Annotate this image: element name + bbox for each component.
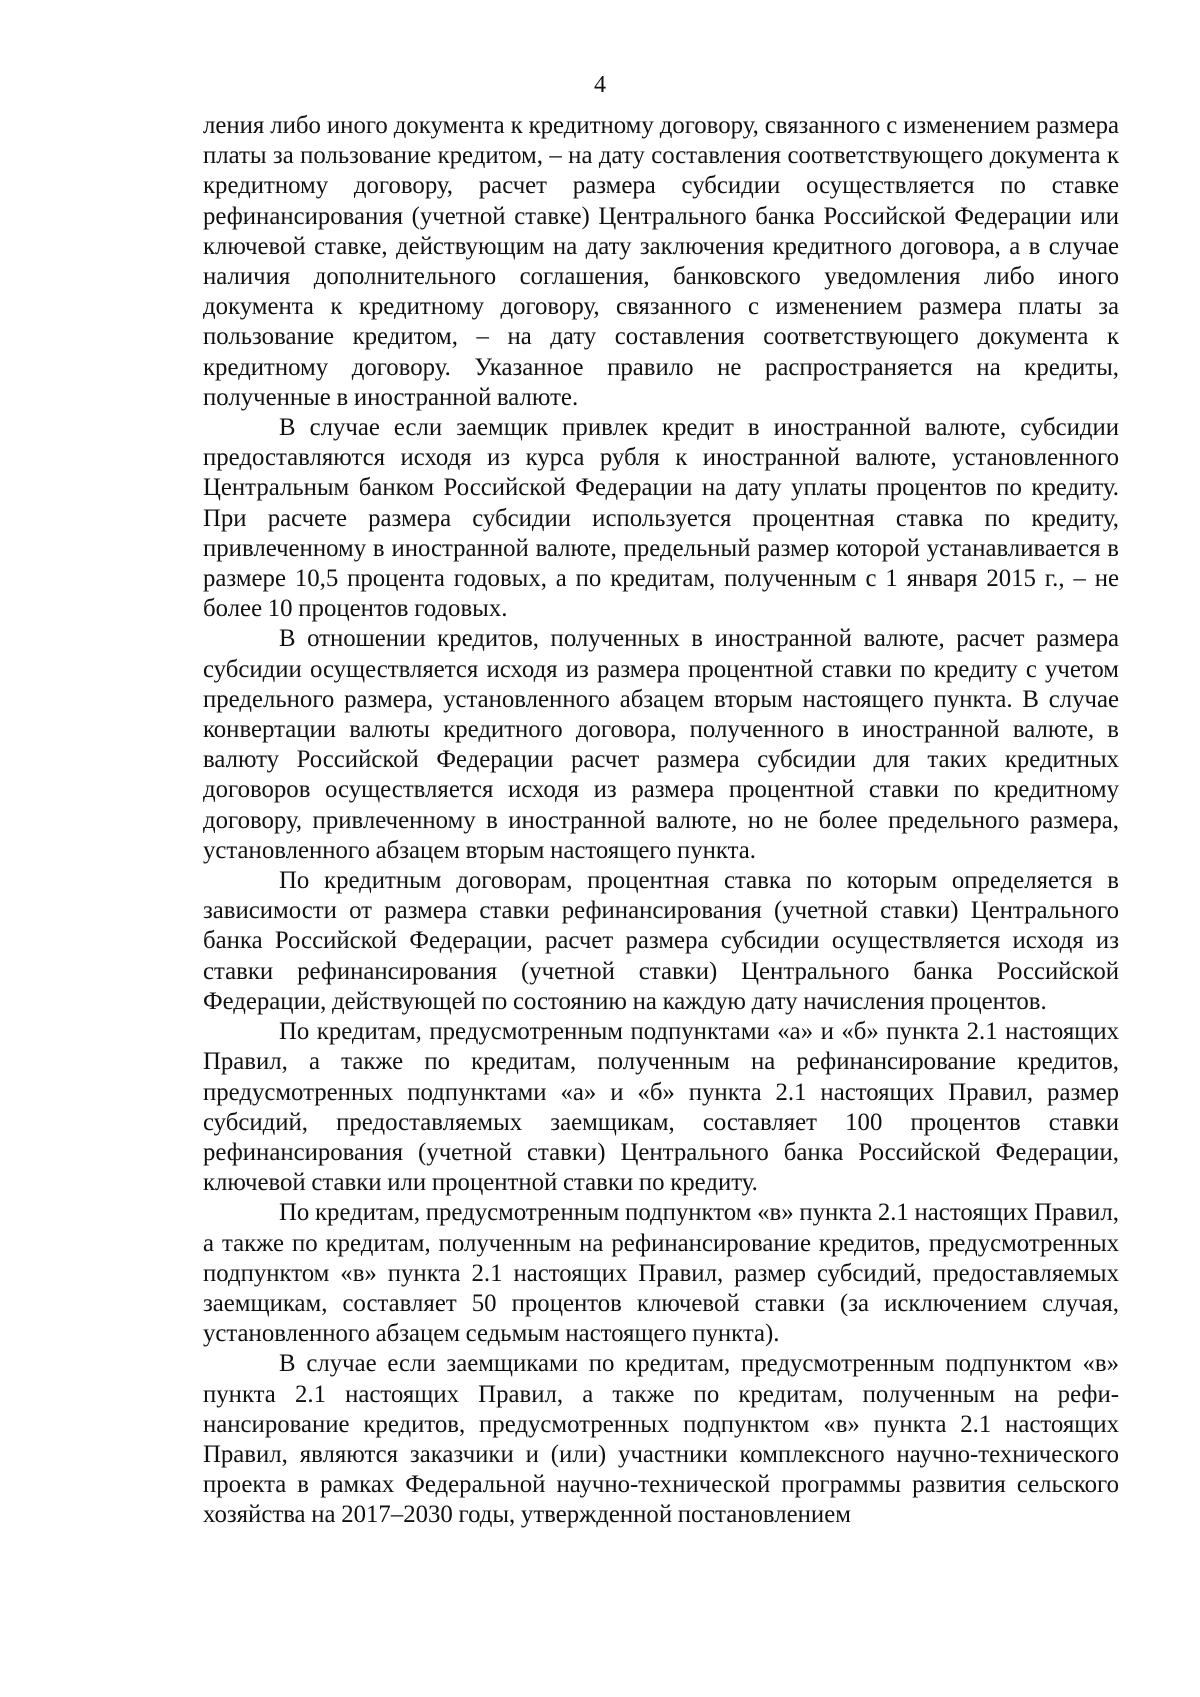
paragraph-continuation: ления либо иного документа к кредитному договору, связанного с изменением размера платы за пользование кредитом, – на дату составления соответствующего документа к кредитному договору, расчет размера субсидии осуществляется по ставке рефинансирования (учетной ставке) Центрального банка Российской Федерации или ключевой ставке, действующим на дату заключения кредитного договора, а в случае наличия дополнительного соглашения, банковского уведомления либо иного документа к кредитному договору, связанного с изменением размера платы за пользование кредитом, – на дату составления соответствующего документа к кредитному договору. Указанное правило не распространяется на кредиты, полученные в иностранной валюте. [203,112,1119,411]
paragraph-refinancing-rate: По кредитным договорам, процентная ставка по которым определяется в зависимости от размера ставки рефинансирования (учетной ставки) Центрального банка Российской Федерации, расчет размера субсидии осуществляется исходя из ставки рефинансирования (учетной ставки) Центрального банка Российской Федерации, действующей по состоянию на каждую дату начисления процентов. [203,867,1119,1015]
paragraph-subparagraph-v: По кредитам, предусмотренным подпунктом «в» пункта 2.1 настоящих Правил, а также по кредитам, полученным на рефинансирование кредитов, предусмотренных подпунктом «в» пункта 2.1 настоящих Правил, размер субсидий, предоставляемых заемщикам, составляет 50 процентов ключевой ставки (за исключением случая, установленного абзацем седьмым настоящего пункта). [203,1199,1119,1348]
paragraph-foreign-currency: В случае если заемщик привлек кредит в иностранной валюте, субсидии предоставляются исходя из курса рубля к иностранной валюте, установленного Центральным банком Российской Федерации на дату уплаты процентов по кредиту. При расчете размера субсидии используется процентная ставка по кредиту, привлеченному в иностранной валюте, предельный размер которой устанавливается в размере 10,5 процента годовых, а по кредитам, полученным с 1 января 2015 г., – не более 10 процентов годовых. [203,414,1119,623]
page-number: 4 [594,72,606,98]
document-body [203,111,1119,1531]
paragraph-foreign-currency-calculation: В отношении кредитов, полученных в иностранной валюте, расчет размера субсидии осуществляется исходя из размера процентной ставки по кредиту с учетом предельного размера, установленного абзацем вторым настоящего пункта. В случае конвертации валюты кредитного договора, полученного в иностранной валюте, в валюту Российской Федерации расчет размера субсидии для таких кредитных договоров осуществляется исходя из размера процентной ставки по кредитному договору, привлеченному в иностранной валюте, но не более предельного размера, установленного абзацем вторым настоящего пункта. [203,625,1119,864]
paragraph-subparagraphs-a-b: По кредитам, предусмотренным подпунктами «а» и «б» пункта 2.1 настоящих Правил, а также по кредитам, полученным на рефинансирование кредитов, предусмотренных подпунктами «а» и «б» пункта 2.1 настоящих Правил, размер субсидий, предоставляемых заемщикам, составляет 100 процентов ставки рефинансирования (учетной ставки) Центрального банка Российской Федерации, ключевой ставки или процентной ставки по кредиту. [203,1018,1119,1197]
paragraph-borrowers-program: В случае если заемщиками по кредитам, предусмотренным подпунктом «в» пункта 2.1 настоящих Правил, а также по кредитам, полученным на рефинансирование кредитов, предусмотренных подпунктом «в» пункта 2.1 настоящих Правил, являются заказчики и (или) участники комплексного научно-технического проекта в рамках Федеральной научно-технической программы развития сельского хозяйства на 2017–2030 годы, утвержденной постановлением [203,1350,1119,1529]
